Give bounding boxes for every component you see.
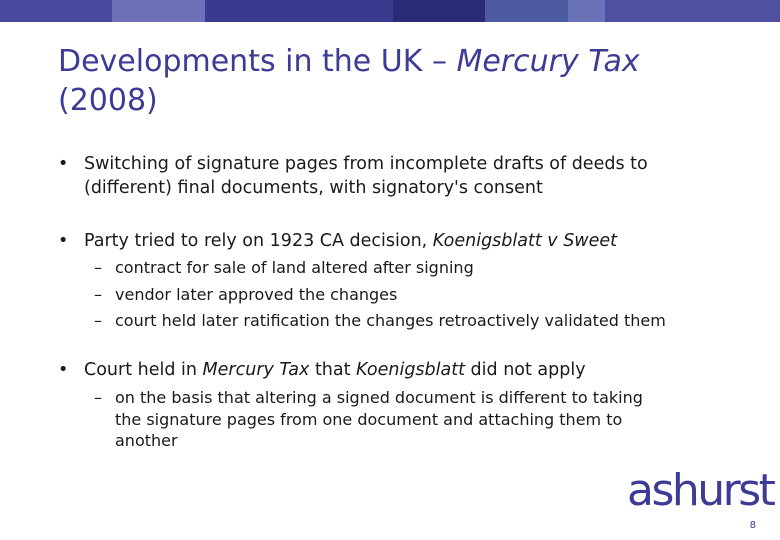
bullet-text: did not apply [464, 360, 586, 380]
sub-text: another [115, 431, 178, 450]
title-italic: Mercury Tax [456, 44, 640, 79]
top-color-bar [0, 0, 780, 22]
sub-text: contract for sale of land altered after signing [115, 258, 474, 277]
title-year: (2008) [58, 83, 158, 118]
sub-text: court held later ratification the changes retroactively validated them [115, 311, 666, 330]
sub-marker: – [94, 258, 102, 277]
slide-title [58, 42, 758, 120]
sub-marker: – [94, 311, 102, 330]
bullet-text: Switching of signature pages from incomplete drafts of deeds to [84, 154, 648, 174]
top-bar-segment [112, 0, 205, 22]
case-name: Koenigsblatt v Sweet [432, 231, 618, 251]
ashurst-logo: ashurst [627, 465, 774, 516]
bullet-text: Court held in [84, 360, 203, 380]
page-number: 8 [749, 520, 756, 531]
top-bar-segment [205, 0, 393, 22]
bullet-marker: • [58, 360, 69, 380]
bullet-text: (different) final documents, with signatory's consent [84, 178, 543, 198]
sub-marker: – [94, 285, 102, 304]
sub-text: on the basis that altering a signed document is different to taking [115, 388, 643, 407]
bullet-marker: • [58, 231, 69, 251]
bullet-text: Party tried to rely on 1923 CA decision, [84, 231, 433, 251]
top-bar-segment [393, 0, 485, 22]
sub-text: the signature pages from one document and attaching them to [115, 409, 623, 429]
bullet-marker: • [58, 154, 69, 174]
top-bar-segment [485, 0, 568, 22]
sub-text: vendor later approved the changes [115, 285, 398, 304]
case-name: Koenigsblatt [356, 360, 465, 380]
title-plain: Developments in the UK – [58, 44, 457, 79]
top-bar-segment [568, 0, 605, 22]
case-name: Mercury Tax [202, 360, 310, 380]
top-bar-segment [0, 0, 112, 22]
bullet-text: that [309, 360, 357, 380]
sub-marker: – [94, 388, 102, 407]
top-bar-segment [605, 0, 780, 22]
